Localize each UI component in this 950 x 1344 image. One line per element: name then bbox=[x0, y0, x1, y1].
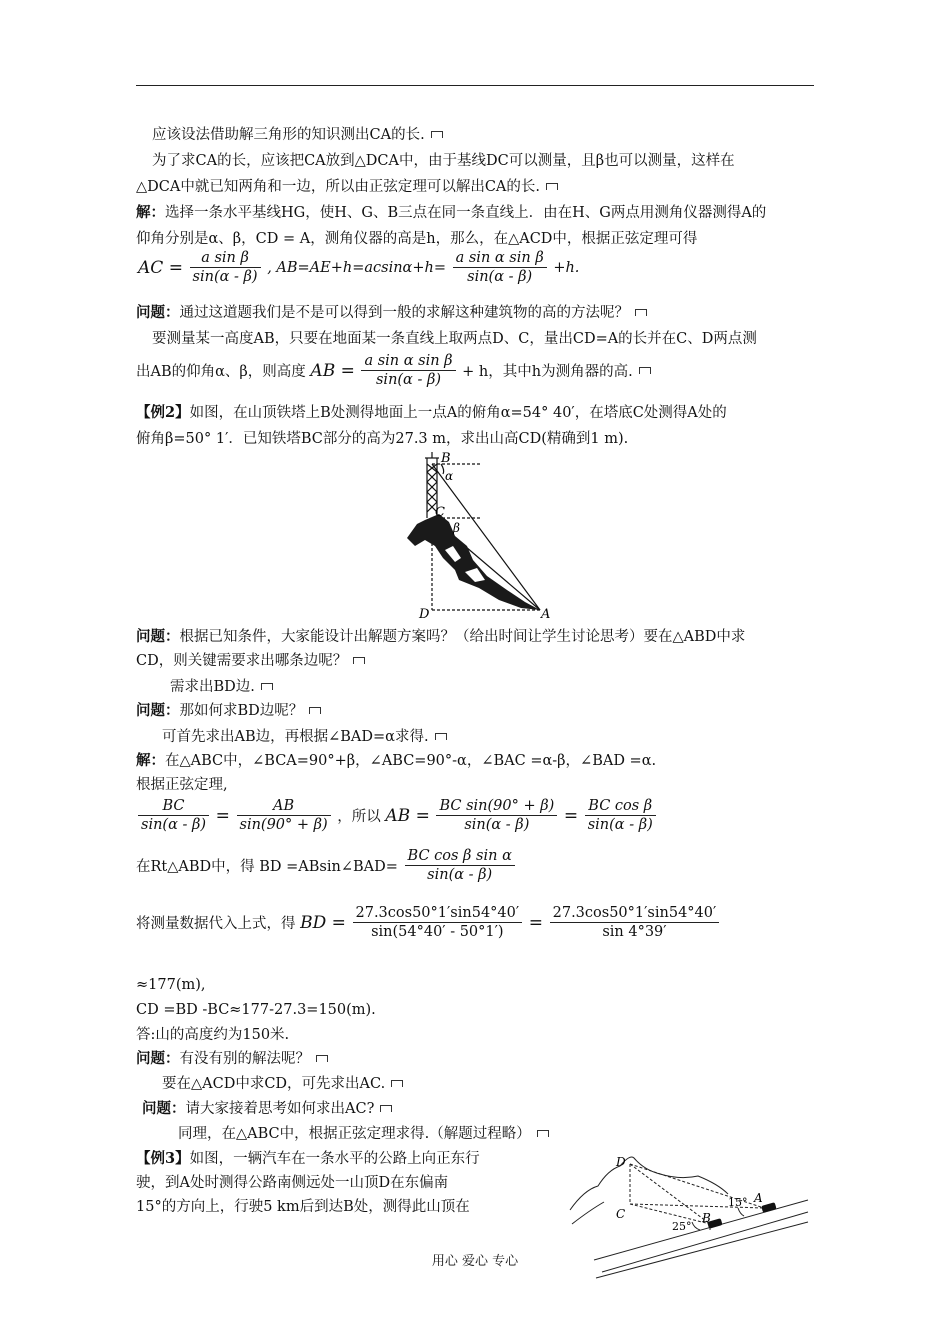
text-line: △DCA中就已知两角和一边，所以由正弦定理可以解出CA的长. bbox=[136, 177, 558, 197]
text-line: 要在△ACD中求CD，可先求出AC. bbox=[162, 1074, 403, 1094]
text-line: 问题：有没有别的解法呢？ bbox=[136, 1049, 328, 1069]
text-line: 问题：根据已知条件，大家能设计出解题方案吗？（给出时间让学生讨论思考）要在△ABD中求 bbox=[136, 628, 746, 645]
fraction: $\frac{\text{BC cos β}}{\sin(\alpha - \beta)}$ bbox=[585, 798, 656, 833]
text-line: 可首先求出AB边，再根据∠BAD=α求得. bbox=[162, 727, 447, 747]
text-line: 15°的方向上，行驶5 km后到达B处，测得此山顶在 bbox=[136, 1199, 470, 1215]
return-mark-icon bbox=[431, 131, 443, 138]
point-label-d: D bbox=[616, 1155, 626, 1169]
text-line: 问题：请大家接着思考如何求出AC? bbox=[142, 1099, 392, 1119]
return-mark-icon bbox=[309, 707, 321, 714]
text-line: 仰角分别是α、β，CD = A，测角仪器的高是h，那么，在△ACD中，根据正弦定理可得 bbox=[136, 231, 698, 247]
text-line: 俯角β=50° 1′．已知铁塔BC部分的高为27.3 m，求出山高CD(精确到1 m). bbox=[136, 431, 629, 447]
text-line: 应该设法借助解三角形的知识测出CA的长. bbox=[152, 125, 443, 145]
return-mark-icon bbox=[435, 733, 447, 740]
text-line: 【例2】如图，在山顶铁塔上B处测得地面上一点A的俯角α=54° 40′，在塔底C处测得A处的 bbox=[136, 404, 727, 421]
text-line: 问题：那如何求BD边呢？ bbox=[136, 701, 321, 721]
text-line: 解：在△ABC中，∠BCA=90°+β，∠ABC=90°-α，∠BAC =α-β，∠BAD =α. bbox=[136, 752, 657, 769]
text-line: 解：选择一条水平基线HG，使H、G、B三点在同一条直线上．由在H、G两点用测角仪器测得A的 bbox=[136, 204, 767, 221]
return-mark-icon bbox=[635, 309, 647, 316]
point-label-b: B bbox=[441, 451, 451, 466]
text-line: 驶，到A处时测得公路南侧远处一山顶D在东偏南 bbox=[136, 1175, 449, 1191]
text-line: 要测量某一高度AB，只要在地面某一条直线上取两点D、C，量出CD=A的长并在C、D两点测 bbox=[152, 331, 757, 347]
text-line: 需求出BD边. bbox=[170, 677, 273, 697]
header-rule bbox=[136, 85, 814, 86]
point-label-a: A bbox=[541, 607, 551, 622]
angle-label-alpha: α bbox=[445, 469, 454, 483]
return-mark-icon bbox=[353, 657, 365, 664]
text-line: 问题：通过这道题我们是不是可以得到一般的求解这种建筑物的高的方法呢？ bbox=[136, 303, 647, 323]
page-footer: 用心 爱心 专心 bbox=[431, 1254, 519, 1269]
angle-label-25: 25° bbox=[672, 1220, 692, 1233]
text-line: 为了求CA的长，应该把CA放到△DCA中，由于基线DC可以测量，且β也可以测量，这样在 bbox=[152, 153, 735, 169]
angle-label-beta: β bbox=[453, 521, 460, 535]
return-mark-icon bbox=[380, 1105, 392, 1112]
text-line: 【例3】如图，一辆汽车在一条水平的公路上向正东行 bbox=[136, 1150, 480, 1167]
fraction: $\frac{\text{BC sin(90° + β)}}{\sin(\alpha - \beta)}$ bbox=[436, 798, 557, 833]
point-label-c: C bbox=[616, 1207, 626, 1221]
return-mark-icon bbox=[261, 683, 273, 690]
formula-line: 出AB的仰角α、β，则高度 AB = $\frac{\text{a sin α sin β}}{\sin(\alpha - \beta)}$ + h，其中h为测角器的高. bbox=[136, 353, 651, 388]
text-line: CD =BD -BC≈177-27.3=150(m). bbox=[136, 1002, 376, 1018]
point-label-b: B bbox=[702, 1211, 711, 1225]
point-label-d: D bbox=[419, 607, 430, 622]
text-line: 同理，在△ABC中，根据正弦定理求得.（解题过程略） bbox=[178, 1124, 549, 1144]
formula-line: 在Rt△ABD中，得 BD =ABsin∠BAD= $\frac{\text{BC cos β sin α}}{\sin(\alpha - \beta)}$ bbox=[136, 848, 517, 883]
fraction: $\frac{\text{a sin α sin β}}{\sin(\alpha - \beta)}$ bbox=[453, 250, 547, 285]
point-label-a: A bbox=[754, 1191, 763, 1205]
return-mark-icon bbox=[546, 183, 558, 190]
fraction: $\frac{27.3\cos 50^\circ 1'\sin 54^\circ 40'}{\sin(54^\circ 40' - 50^\circ 1')}$ bbox=[353, 905, 523, 940]
return-mark-icon bbox=[537, 1130, 549, 1137]
text-line: CD，则关键需要求出哪条边呢？ bbox=[136, 651, 365, 671]
return-mark-icon bbox=[316, 1055, 328, 1062]
return-mark-icon bbox=[391, 1080, 403, 1087]
fraction: $\frac{\text{a sin α sin β}}{\sin(\alpha - \beta)}$ bbox=[361, 353, 455, 388]
formula-line: 将测量数据代入上式，得 BD = $\frac{27.3\cos 50^\circ 1'\sin 54^\circ 40'}{\sin(54^\circ 40' - 50^\circ 1')}$ = $\frac{27.3\cos 50^\circ 1'\sin 54^\circ 40'}{\sin 4^\circ 39'}$ bbox=[136, 905, 721, 940]
fraction: $\frac{\text{a sin β}}{\sin(\alpha - \beta)}$ bbox=[190, 250, 261, 285]
point-label-c: C bbox=[435, 505, 445, 520]
tower-mountain-figure bbox=[395, 450, 565, 622]
formula-line: AC = $\frac{\text{a sin β}}{\sin(\alpha - \beta)}$ , AB=AE+h=acsinα+h= $\frac{\text{a sin α sin β}}{\sin(\alpha - \beta)}$ +h. bbox=[138, 250, 580, 285]
angle-label-15: 15° bbox=[728, 1196, 748, 1209]
fraction: $\frac{27.3\cos 50^\circ 1'\sin 54^\circ 40'}{\sin 4^\circ 39'}$ bbox=[550, 905, 720, 940]
fraction: $\frac{AB}{\sin(90^\circ + \beta)}$ bbox=[237, 798, 331, 833]
return-mark-icon bbox=[639, 367, 651, 374]
fraction: $\frac{\text{BC cos β sin α}}{\sin(\alpha - \beta)}$ bbox=[405, 848, 515, 883]
formula-line: $\frac{BC}{\sin(\alpha - \beta)}$ = $\frac{AB}{\sin(90^\circ + \beta)}$ ，所以 AB = $\frac{\text{BC sin(90° + β)}}{\sin(\alpha - \beta)}$ = $\frac{\text{BC cos β}}{\sin(\alpha - \beta)}$ bbox=[136, 798, 658, 833]
fraction: $\frac{BC}{\sin(\alpha - \beta)}$ bbox=[138, 798, 209, 833]
text-line: 答:山的高度约为150米. bbox=[136, 1027, 290, 1043]
text-line: 根据正弦定理, bbox=[136, 777, 228, 793]
text-line: ≈177(m), bbox=[136, 977, 206, 993]
